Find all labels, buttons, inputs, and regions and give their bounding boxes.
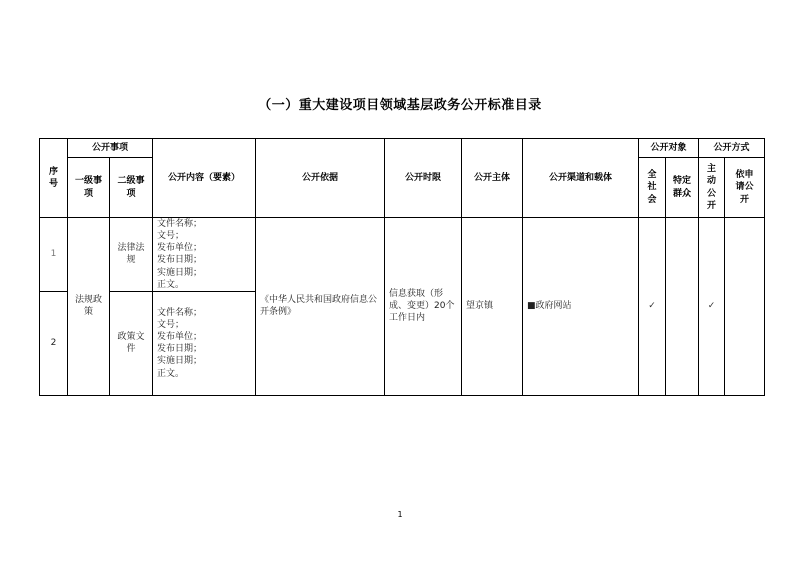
public-channel: ■政府网站 <box>523 218 639 396</box>
level1-item: 法规政策 <box>68 218 110 396</box>
content-elements: 文件名称； 文号； 发布单位； 发布日期； 实施日期； 正文。 <box>153 218 256 292</box>
header-target: 公开对象 <box>639 139 699 158</box>
level2-item: 政策文件 <box>110 291 153 395</box>
header-row-1 <box>40 139 765 158</box>
header-subject: 公开主体 <box>462 139 523 218</box>
header-method-request: 依申请公开 <box>725 158 765 218</box>
check-icon: ✓ <box>699 218 725 396</box>
header-method: 公开方式 <box>699 139 765 158</box>
header-level1: 一级事项 <box>68 158 110 218</box>
public-basis: 《中华人民共和国政府信息公开条例》 <box>256 218 385 396</box>
header-target-specific: 特定群众 <box>666 158 699 218</box>
table-row <box>40 218 765 292</box>
standard-catalog-table <box>39 138 765 396</box>
page-title: （一）重大建设项目领域基层政务公开标准目录 <box>258 98 542 113</box>
header-time-limit: 公开时限 <box>385 139 462 218</box>
row-seq: 1 <box>40 218 68 292</box>
level2-item: 法律法规 <box>110 218 153 292</box>
header-content: 公开内容（要素） <box>153 139 256 218</box>
header-seq: 序号 <box>40 139 68 218</box>
time-limit: 信息获取（形成、变更）20个工作日内 <box>385 218 462 396</box>
header-method-active: 主动公开 <box>699 158 725 218</box>
page-number: 1 <box>397 510 403 519</box>
header-basis: 公开依据 <box>256 139 385 218</box>
header-target-all: 全社会 <box>639 158 666 218</box>
public-subject: 望京镇 <box>462 218 523 396</box>
header-public-items: 公开事项 <box>68 139 153 158</box>
content-elements: 文件名称； 文号； 发布单位； 发布日期； 实施日期； 正文。 <box>153 291 256 395</box>
header-channel: 公开渠道和载体 <box>523 139 639 218</box>
target-specific-cell <box>666 218 699 396</box>
method-request-cell <box>725 218 765 396</box>
header-level2: 二级事项 <box>110 158 153 218</box>
row-seq: 2 <box>40 291 68 395</box>
check-icon: ✓ <box>639 218 666 396</box>
